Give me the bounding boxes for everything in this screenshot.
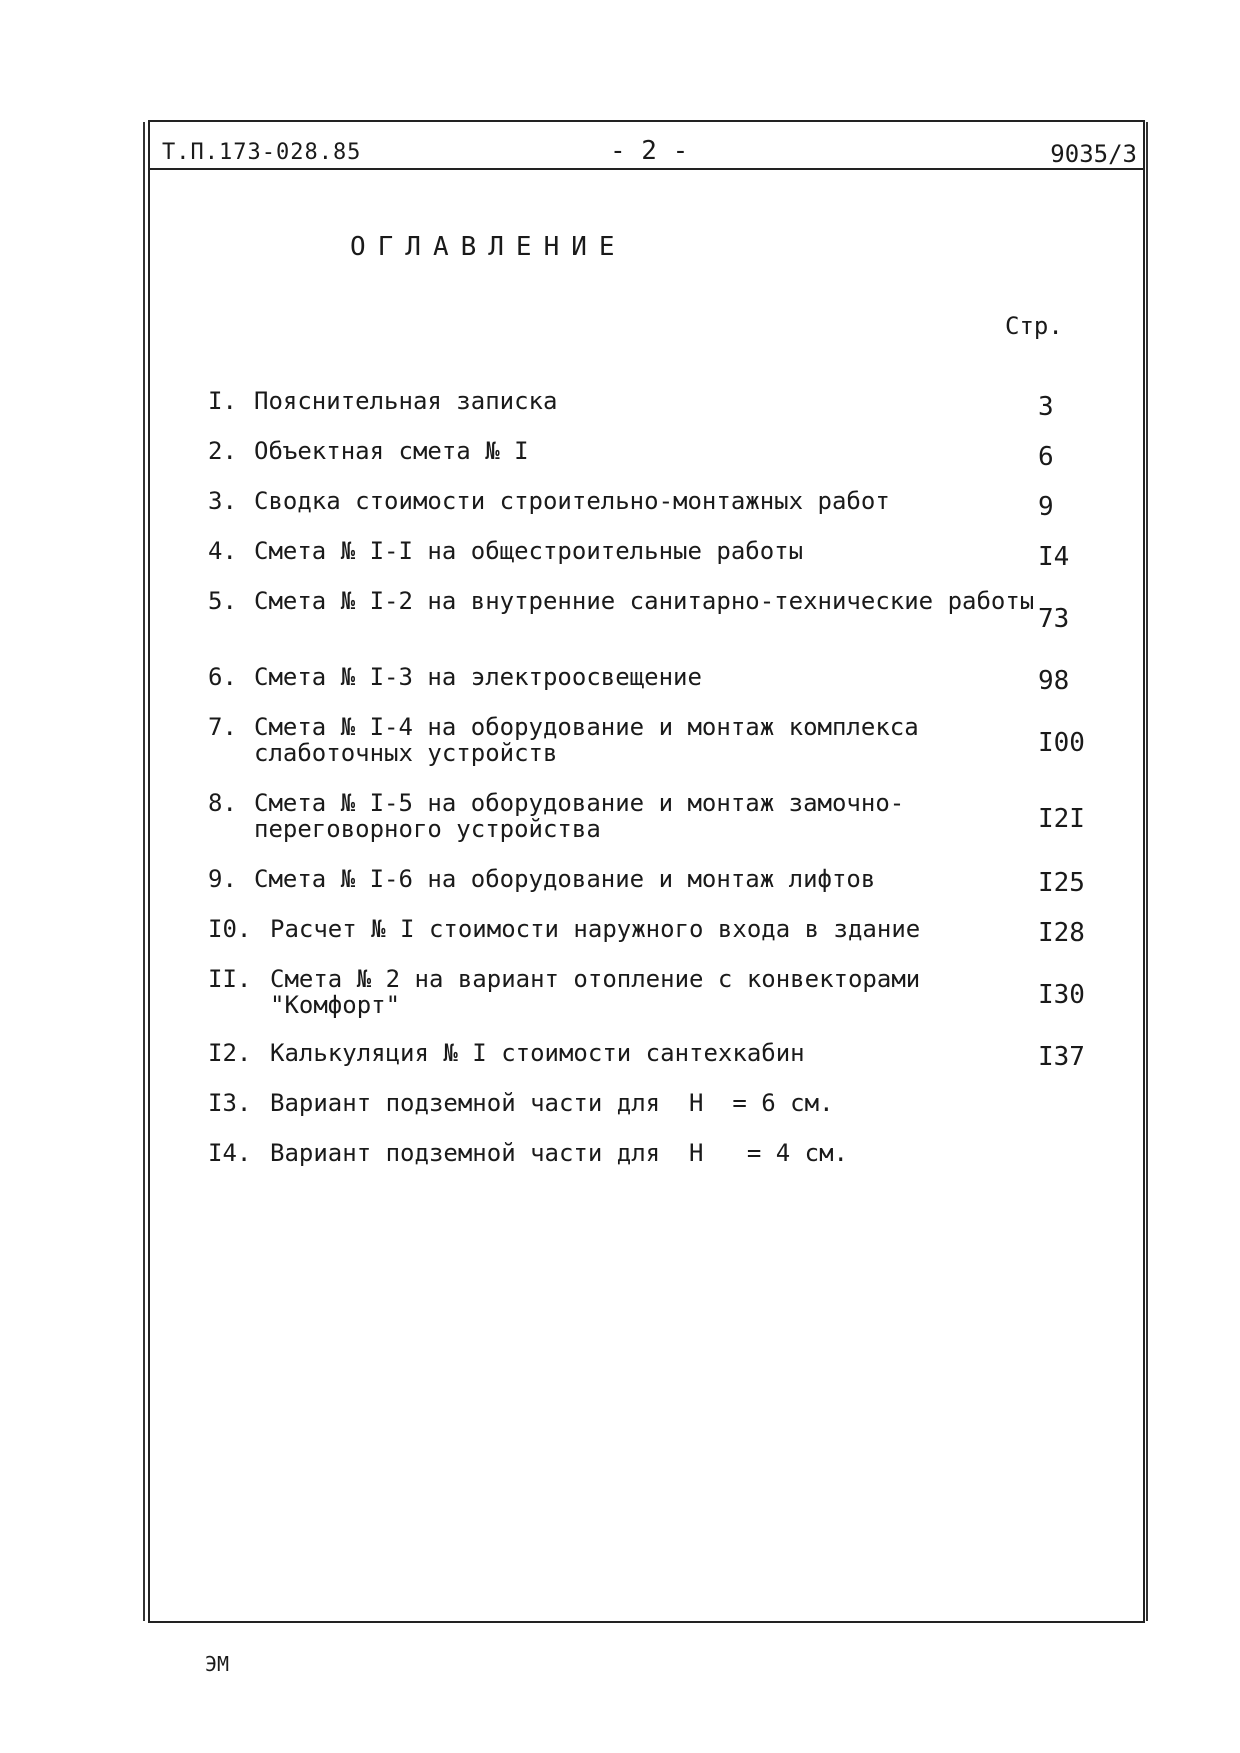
toc-number: 7. — [208, 713, 237, 741]
toc-page: I2I — [1038, 804, 1085, 834]
toc-title: Смета № 2 на вариант отопление с конвекторами "Комфорт" — [270, 965, 921, 1019]
toc-page: I30 — [1038, 980, 1085, 1010]
toc-number: 5. — [208, 587, 237, 615]
toc-page: 9 — [1038, 492, 1054, 522]
page-number: - 2 - — [610, 136, 689, 166]
toc-number: 6. — [208, 663, 237, 691]
toc-page: I25 — [1038, 868, 1085, 898]
toc-title: Смета № I-I на общестроительные работы — [254, 537, 804, 565]
toc-number: 4. — [208, 537, 237, 565]
page-title: ОГЛАВЛЕНИЕ — [350, 232, 627, 262]
toc-title: Вариант подземной части для Н = 6 см. — [270, 1089, 834, 1117]
toc-title: Объектная смета № I — [254, 437, 529, 465]
toc-title: Пояснительная записка — [254, 387, 558, 415]
toc-page: 73 — [1038, 604, 1070, 634]
footer-mark: ЭМ — [205, 1652, 230, 1676]
toc-title: Смета № I-2 на внутренние санитарно-технические работы — [254, 587, 1035, 615]
toc-number: I4. — [208, 1139, 252, 1167]
toc-page: 6 — [1038, 442, 1054, 472]
toc-page: I28 — [1038, 918, 1085, 948]
toc-number: 8. — [208, 789, 237, 817]
page-column-label: Стр. — [1005, 312, 1063, 340]
toc-number: 2. — [208, 437, 237, 465]
toc-number: II. — [208, 965, 252, 993]
toc-title: Калькуляция № I стоимости сантехкабин — [270, 1039, 805, 1067]
toc-page: 98 — [1038, 666, 1070, 696]
toc-page: I00 — [1038, 728, 1085, 758]
toc-page: 3 — [1038, 392, 1054, 422]
toc-title: Расчет № I стоимости наружного входа в здание — [270, 915, 921, 943]
toc-number: 9. — [208, 865, 237, 893]
archive-number: 9035/3 — [1050, 140, 1137, 168]
toc-number: I. — [208, 387, 237, 415]
stamp-header — [150, 122, 1143, 170]
toc-number: 3. — [208, 487, 237, 515]
document-code: Т.П.173-028.85 — [162, 140, 362, 165]
toc-page: I37 — [1038, 1042, 1085, 1072]
toc-title: Смета № I-5 на оборудование и монтаж замочно-переговорного устройства — [254, 789, 905, 843]
toc-title: Смета № I-4 на оборудование и монтаж комплекса слаботочных устройств — [254, 713, 919, 767]
toc-title: Смета № I-6 на оборудование и монтаж лифтов — [254, 865, 876, 893]
toc-title: Сводка стоимости строительно-монтажных работ — [254, 487, 890, 515]
toc-page: I4 — [1038, 542, 1070, 572]
toc-number: I0. — [208, 915, 252, 943]
toc-title: Смета № I-3 на электроосвещение — [254, 663, 702, 691]
toc-number: I2. — [208, 1039, 252, 1067]
toc-title: Вариант подземной части для Н = 4 см. — [270, 1139, 848, 1167]
toc-number: I3. — [208, 1089, 252, 1117]
